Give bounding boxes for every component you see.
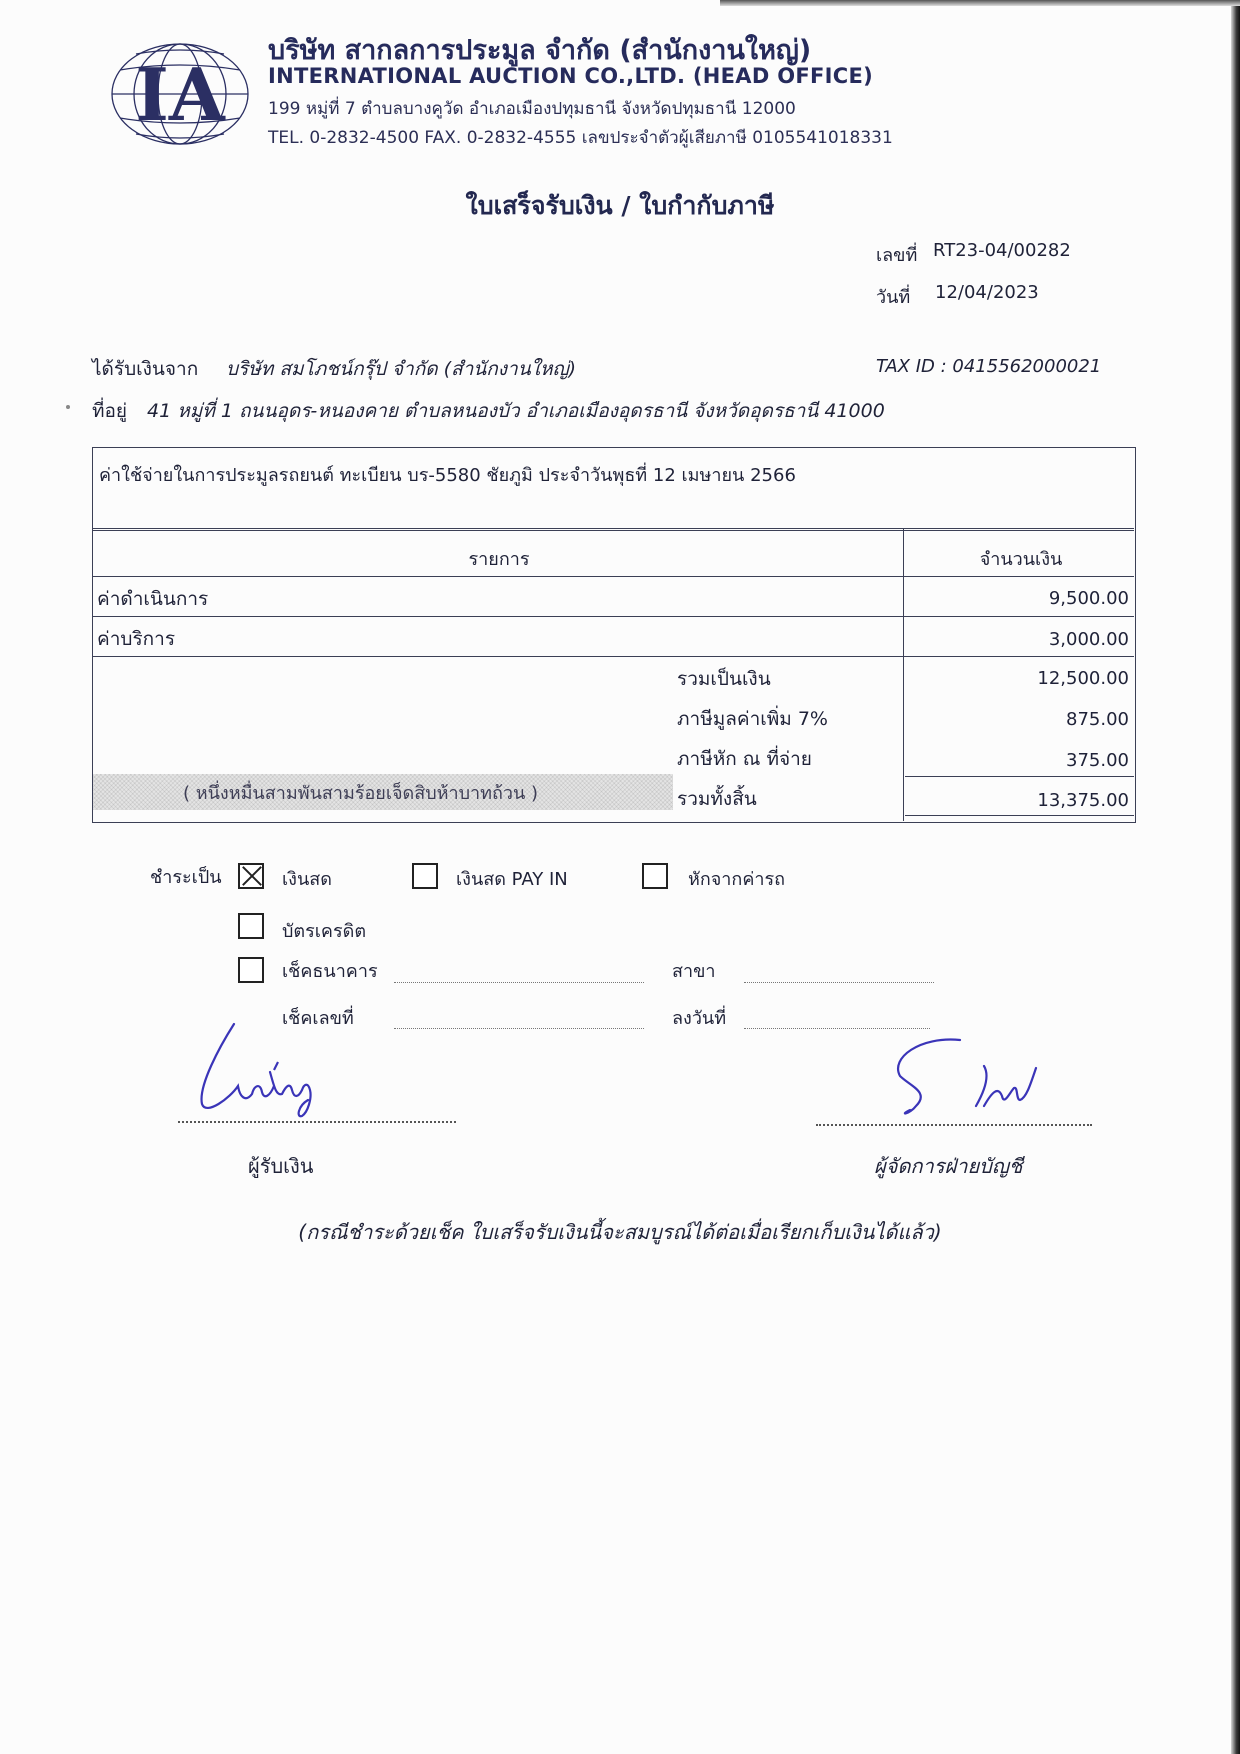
receiver-title: ผู้รับเงิน — [248, 1154, 314, 1178]
cheque-number-label: เช็คเลขที่ — [282, 1008, 354, 1029]
branch-line — [744, 982, 934, 983]
table-divider — [93, 616, 1134, 617]
option-cash-pay-in-label: เงินสด PAY IN — [456, 869, 568, 890]
withholding-tax-amount: 375.00 — [1066, 750, 1129, 771]
bank-cheque-line — [394, 982, 644, 983]
cheque-number-line — [394, 1028, 644, 1029]
table-divider — [93, 656, 1134, 657]
table-divider — [905, 815, 1134, 816]
logo-monogram: IA — [135, 52, 225, 137]
table-divider — [93, 576, 1134, 577]
table-row-amount: 3,000.00 — [1048, 629, 1129, 650]
column-header-amount: จำนวนเงิน — [979, 549, 1063, 570]
checkbox-cash-pay-in[interactable] — [412, 863, 438, 889]
accounting-manager-signature — [880, 1036, 1060, 1120]
scan-edge-shadow — [1231, 0, 1240, 1754]
table-divider — [93, 528, 1134, 529]
checkbox-credit-card[interactable] — [238, 913, 264, 939]
document-date-label: วันที่ — [876, 287, 911, 308]
cheque-date-line — [744, 1028, 930, 1029]
option-deduct-from-car-label: หักจากค่ารถ — [688, 869, 786, 890]
total-label: รวมทั้งสิ้น — [677, 788, 757, 810]
withholding-tax-label: ภาษีหัก ณ ที่จ่าย — [677, 748, 812, 770]
receiver-signature-line — [178, 1121, 456, 1123]
receiver-signature — [190, 1016, 360, 1120]
document-title: ใบเสร็จรับเงิน / ใบกำกับภาษี — [465, 191, 775, 220]
document-number-label: เลขที่ — [876, 245, 918, 266]
checkbox-bank-cheque[interactable] — [238, 957, 264, 983]
table-divider — [905, 776, 1134, 777]
table-description: ค่าใช้จ่ายในการประมูลรถยนต์ ทะเบียน บร-5580 ชัยภูมิ ประจำวันพุธที่ 12 เมษายน 2566 — [99, 465, 796, 486]
amount-in-words: ( หนึ่งหมื่นสามพันสามร้อยเจ็ดสิบห้าบาทถ้วน ) — [183, 783, 539, 804]
company-logo — [106, 40, 254, 148]
received-from-label: ได้รับเงินจาก — [92, 358, 199, 380]
items-table — [92, 447, 1136, 823]
company-contact: TEL. 0-2832-4500 FAX. 0-2832-4555 เลขประจำตัวผู้เสียภาษี 0105541018331 — [268, 128, 893, 148]
checkbox-cash[interactable] — [238, 863, 264, 889]
option-bank-cheque-label: เช็คธนาคาร — [282, 961, 378, 982]
table-divider — [93, 530, 1134, 531]
table-row-item: ค่าบริการ — [97, 628, 176, 650]
table-column-divider — [903, 528, 904, 821]
subtotal-amount: 12,500.00 — [1037, 668, 1129, 689]
document-number: RT23-04/00282 — [933, 240, 1071, 261]
payment-method-label: ชำระเป็น — [150, 867, 222, 888]
company-name-thai: บริษัท สากลการประมูล จำกัด (สำนักงานใหญ่) — [268, 35, 812, 66]
customer-tax-id: TAX ID : 0415562000021 — [876, 356, 1102, 377]
accounting-signature-line — [816, 1124, 1092, 1126]
column-header-item: รายการ — [468, 549, 530, 570]
total-amount: 13,375.00 — [1037, 790, 1129, 811]
vat-amount: 875.00 — [1066, 709, 1129, 730]
cheque-date-label: ลงวันที่ — [672, 1008, 727, 1029]
vat-label: ภาษีมูลค่าเพิ่ม 7% — [677, 708, 828, 730]
cheque-note: (กรณีชำระด้วยเช็ค ใบเสร็จรับเงินนี้จะสมบูรณ์ได้ต่อเมื่อเรียกเก็บเงินได้แล้ว) — [298, 1220, 942, 1244]
accounting-manager-title: ผู้จัดการฝ่ายบัญชี — [874, 1154, 1023, 1178]
branch-label: สาขา — [672, 961, 716, 982]
option-credit-card-label: บัตรเครดิต — [282, 921, 367, 942]
option-cash-label: เงินสด — [282, 869, 332, 890]
company-name-english: INTERNATIONAL AUCTION CO.,LTD. (HEAD OFFICE) — [268, 64, 874, 88]
company-address: 199 หมู่ที่ 7 ตำบลบางคูวัด อำเภอเมืองปทุมธานี จังหวัดปทุมธานี 12000 — [268, 99, 796, 119]
table-row-amount: 9,500.00 — [1048, 588, 1129, 609]
customer-address-label: ที่อยู่ — [92, 400, 128, 422]
checkbox-deduct-from-car[interactable] — [642, 863, 668, 889]
subtotal-label: รวมเป็นเงิน — [677, 668, 771, 690]
document-date: 12/04/2023 — [935, 282, 1039, 303]
table-row-item: ค่าดำเนินการ — [97, 588, 209, 610]
customer-address: 41 หมู่ที่ 1 ถนนอุดร-หนองคาย ตำบลหนองบัว อำเภอเมืองอุดรธานี จังหวัดอุดรธานี 41000 — [147, 400, 885, 422]
received-from-value: บริษัท สมโภชน์กรุ๊ป จำกัด (สำนักงานใหญ่) — [226, 358, 577, 380]
scan-top-shadow — [720, 0, 1240, 6]
scan-speck — [66, 405, 70, 409]
